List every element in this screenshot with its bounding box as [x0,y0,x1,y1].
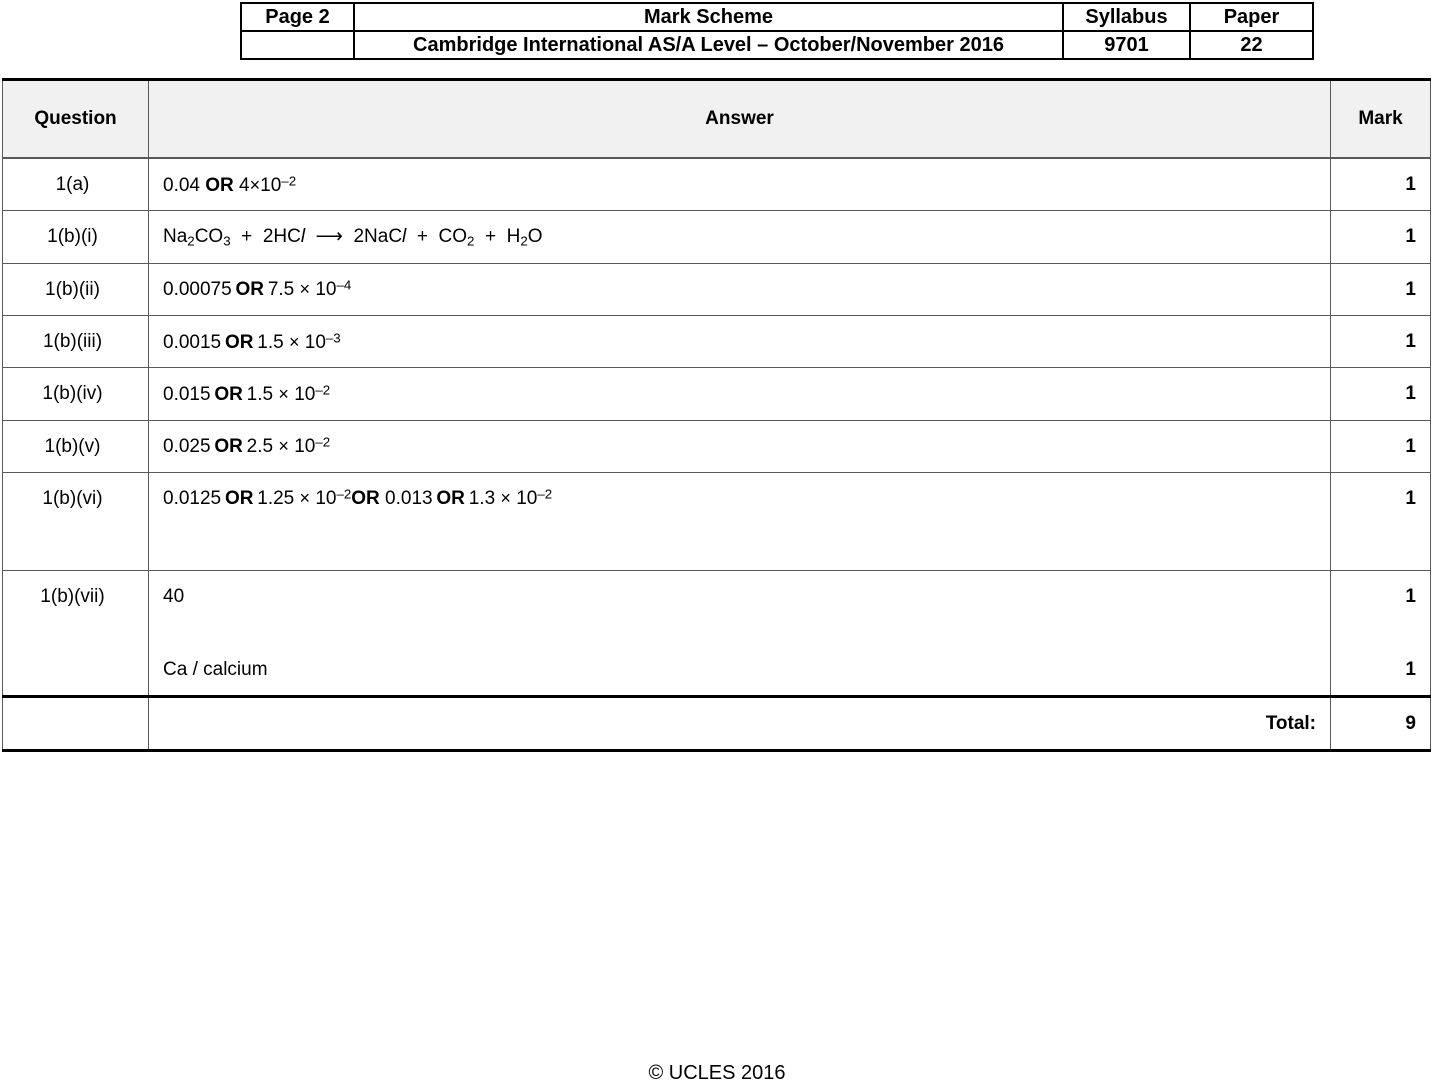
question-number: 1(b)(vi) [3,472,149,570]
answer-mantissa: 1.25 [257,488,295,510]
answer-value: 0.04 [163,174,206,196]
answer-mantissa: 4 [233,174,250,196]
answer-text [149,420,1331,472]
answer-decimal-value-alt: 0.013 [385,488,433,510]
table-row-total [3,696,1431,750]
question-number: 1(b)(iv) [3,368,149,420]
multiplication-sign: × [299,279,311,300]
question-number: 1(b)(ii) [3,263,149,315]
answer-line-1: 40 [163,585,185,607]
multiplication-sign: × [249,174,261,195]
equation-plus-sign: + [484,226,497,248]
answer-exponent: –2 [281,173,297,188]
multiplication-sign: × [299,488,311,509]
table-row [3,570,1431,696]
answer-text [149,158,1331,211]
answer-decimal-value: 0.00075 [163,279,232,301]
answer-decimal-value: 0.025 [163,436,211,458]
multiplication-sign: × [278,436,289,457]
reaction-arrow-icon: ⟶ [315,226,343,248]
answer-decimal-value: 0.0015 [163,331,222,353]
or-keyword: OR [214,436,243,458]
answer-base: 10 [315,488,337,510]
page-header-row-1 [241,3,1313,31]
question-number: 1(b)(vii) [3,570,149,696]
page-header-row-2 [241,31,1313,59]
answer-base: 10 [315,279,337,301]
equation-plus-sign: + [416,226,428,248]
answer-mantissa: 7.5 [267,279,295,301]
answer-mantissa: 2.5 [246,436,274,458]
multiplication-sign: × [288,331,300,352]
equation-reactant-hydrochloric-acid: 2HCl [262,226,306,248]
syllabus-header-cell: Syllabus [1063,3,1190,31]
answer-exponent: –2 [315,382,331,398]
mark-value: 1 [1331,420,1431,472]
answer-exponent: –4 [336,277,352,293]
answer-line-2: Ca / calcium [163,659,268,681]
table-row [3,263,1431,315]
answer-decimal-value: 0.0125 [163,488,222,510]
answer-text [149,263,1331,315]
multiplication-sign: × [278,383,289,404]
answer-chemical-equation [149,211,1331,264]
question-number: 1(b)(v) [3,420,149,472]
mark-value: 1 [1331,211,1431,264]
equation-product-sodium-chloride: 2NaCl [353,226,407,248]
exam-series-cell: Cambridge International AS/A Level – October/November 2016 [354,31,1063,59]
answer-exponent-alt: –2 [537,486,553,502]
multiplication-sign: × [500,488,511,509]
mark-value: 1 [1331,472,1431,570]
answer-base: 10 [294,436,316,458]
answer-text [149,570,1331,696]
answer-base: 10 [516,488,538,510]
answer-base: 10 [304,331,326,353]
total-label: Total: [149,696,1331,750]
answer-mantissa: 1.5 [257,331,284,353]
column-header-question: Question [3,80,149,159]
column-header-mark: Mark [1331,80,1431,159]
mark-cell [1331,570,1431,696]
answer-text [149,368,1331,420]
equation-product-carbon-dioxide: $CO_2$ [438,226,475,249]
question-number: 1(b)(i) [3,211,149,264]
or-keyword: OR [224,488,254,510]
answer-base: 10 [294,383,316,405]
answer-exponent: –2 [336,486,352,502]
mark-value-line-1: 1 [1405,585,1416,607]
or-keyword: OR [436,488,465,510]
table-header-row [3,80,1431,159]
equation-product-water: $H_2O$ [506,226,543,249]
mark-value-line-2: 1 [1405,659,1416,681]
mark-value: 1 [1331,158,1431,211]
table-row [3,420,1431,472]
question-number: 1(a) [3,158,149,211]
paper-header-cell: Paper [1190,3,1313,31]
table-row [3,211,1431,264]
paper-code-cell: 22 [1190,31,1313,59]
footer-copyright: © UCLES 2016 [648,1062,786,1084]
answer-mantissa: 1.5 [246,383,274,405]
answer-text [149,472,1331,570]
equation-reactant-sodium-carbonate: $Na_2CO_3$ [163,226,231,249]
table-row [3,368,1431,420]
or-keyword: OR [205,174,234,196]
document-title-cell: Mark Scheme [354,3,1063,31]
question-number: 1(b)(iii) [3,316,149,368]
page-number-empty-cell [241,31,354,59]
answer-base: 10 [260,174,282,196]
answer-exponent: –3 [325,330,341,346]
answer-text [149,316,1331,368]
or-keyword: OR [214,383,243,405]
total-empty-cell [3,696,149,750]
mark-value: 1 [1331,316,1431,368]
column-header-answer: Answer [149,80,1331,159]
answer-mantissa-alt: 1.3 [468,488,496,510]
mark-value: 1 [1331,263,1431,315]
page-header-table [240,2,1314,60]
answer-exponent: –2 [315,434,331,450]
table-row [3,158,1431,211]
or-keyword: OR [351,488,380,510]
answer-decimal-value: 0.015 [163,383,211,405]
table-row [3,316,1431,368]
mark-scheme-table [2,78,1431,752]
or-keyword: OR [235,279,264,301]
equation-plus-sign: + [241,226,253,248]
syllabus-code-cell: 9701 [1063,31,1190,59]
total-value: 9 [1331,696,1431,750]
or-keyword: OR [224,331,254,353]
mark-value: 1 [1331,368,1431,420]
page-number-cell: Page 2 [241,3,354,31]
table-row [3,472,1431,570]
